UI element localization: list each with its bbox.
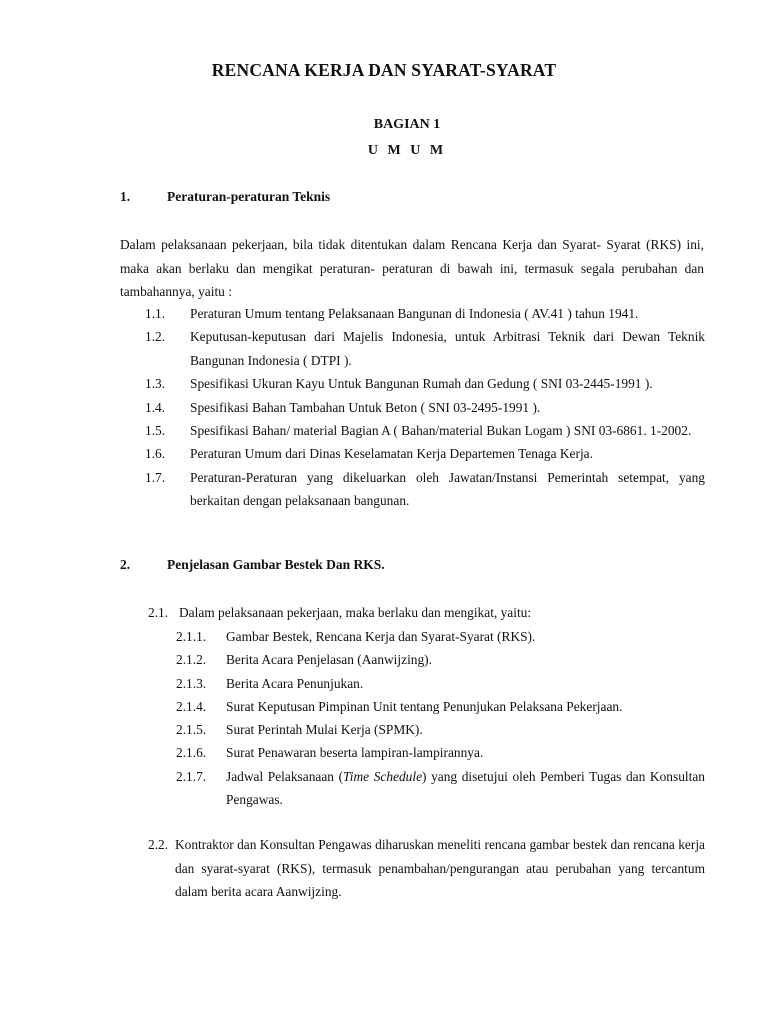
item-number: 1.5. <box>145 423 166 439</box>
list-item <box>176 718 705 741</box>
list-item <box>176 741 705 764</box>
section-1-heading <box>120 189 330 205</box>
list-item <box>145 325 705 372</box>
section-number: 1. <box>120 189 131 204</box>
section-1-intro: Dalam pelaksanaan pekerjaan, bila tidak ditentukan dalam Rencana Kerja dan Syarat- Syarat (RKS) ini, maka akan berlaku dan mengikat peraturan- peraturan di bawah ini, termasuk segala perubahan dan tambahannya, yaitu : <box>120 237 704 299</box>
item-text: Spesifikasi Bahan/ material Bagian A ( Bahan/material Bukan Logam ) SNI 03-6861. 1-2002. <box>190 423 692 439</box>
list-item <box>145 396 705 419</box>
item-text: Peraturan Umum tentang Pelaksanaan Bangunan di Indonesia ( AV.41 ) tahun 1941. <box>190 306 639 321</box>
subsection-number: 2.2. <box>148 837 169 852</box>
subsection-text: Dalam pelaksanaan pekerjaan, maka berlaku dan mengikat, yaitu: <box>179 605 532 620</box>
item-text: Spesifikasi Ukuran Kayu Untuk Bangunan Rumah dan Gedung ( SNI 03-2445-1991 ). <box>190 376 653 392</box>
subsection-2-2 <box>148 833 705 904</box>
item-number: 2.1.4. <box>176 698 207 714</box>
item-text-after: ) yang disetujui oleh Pemberi Tugas dan Konsultan Pengawas. <box>226 768 705 808</box>
part-label: BAGIAN 1 <box>373 117 441 132</box>
subsection-text: Kontraktor dan Konsultan Pengawas diharuskan meneliti rencana gambar bestek dan rencana kerja dan syarat-syarat (RKS), termasuk penambahan/pengurangan atau perubahan yang tercantum dalam berita acara Aanwijzing. <box>175 837 705 899</box>
item-text: Berita Acara Penjelasan (Aanwijzing). <box>226 652 432 668</box>
item-number: 1.7. <box>145 469 166 485</box>
list-item <box>145 466 705 513</box>
item-text: Berita Acara Penunjukan. <box>226 675 364 691</box>
list-item <box>145 419 705 442</box>
item-number: 1.2. <box>145 329 166 345</box>
list-item <box>176 672 705 695</box>
list-item <box>145 372 705 395</box>
item-text: Spesifikasi Bahan Tambahan Untuk Beton ( SNI 03-2495-1991 ). <box>190 399 541 415</box>
item-number: 1.6. <box>145 446 166 462</box>
section-2-heading <box>120 557 385 573</box>
item-number: 2.1.7. <box>176 768 207 784</box>
list-item <box>176 648 705 671</box>
item-text: Peraturan Umum dari Dinas Keselamatan Kerja Departemen Tenaga Kerja. <box>190 446 593 462</box>
list-item <box>145 442 705 465</box>
part-name: U M U M <box>367 143 447 158</box>
section-heading-text: Peraturan-peraturan Teknis <box>167 189 331 204</box>
section-number: 2. <box>120 557 131 572</box>
item-text <box>226 765 705 812</box>
item-number: 1.1. <box>145 306 166 321</box>
item-text: Keputusan-keputusan dari Majelis Indonesia, untuk Arbitrasi Teknik dari Dewan Teknik Bangunan Indonesia ( DTPI ). <box>190 329 705 368</box>
item-number: 2.1.1. <box>176 629 207 644</box>
subsection-number: 2.1. <box>148 605 169 620</box>
item-text-before: Jadwal Pelaksanaan ( <box>226 768 344 784</box>
item-number: 1.3. <box>145 376 166 392</box>
item-text: Surat Perintah Mulai Kerja (SPMK). <box>226 722 423 738</box>
item-number: 2.1.2. <box>176 652 207 668</box>
regulation-list <box>145 302 705 513</box>
section-heading-text: Penjelasan Gambar Bestek Dan RKS. <box>167 557 385 572</box>
list-item <box>176 765 705 812</box>
document-title: RENCANA KERJA DAN SYARAT-SYARAT <box>211 60 557 80</box>
list-item <box>176 695 705 718</box>
item-text-italic: Time Schedule <box>343 768 423 784</box>
item-text: Surat Penawaran beserta lampiran-lampirannya. <box>226 745 484 761</box>
item-number: 1.4. <box>145 399 166 415</box>
item-text: Surat Keputusan Pimpinan Unit tentang Penunjukan Pelaksana Pekerjaan. <box>226 698 623 714</box>
subsection-2-1 <box>148 601 704 624</box>
list-item <box>176 625 705 648</box>
list-item <box>145 302 705 325</box>
item-text: Peraturan-Peraturan yang dikeluarkan oleh Jawatan/Instansi Pemerintah setempat, yang berkaitan dengan pelaksanaan bangunan. <box>190 469 705 509</box>
document-list <box>176 625 705 811</box>
item-text: Gambar Bestek, Rencana Kerja dan Syarat-Syarat (RKS). <box>226 629 536 644</box>
item-number: 2.1.3. <box>176 675 207 691</box>
item-number: 2.1.5. <box>176 722 207 738</box>
item-number: 2.1.6. <box>176 745 207 761</box>
